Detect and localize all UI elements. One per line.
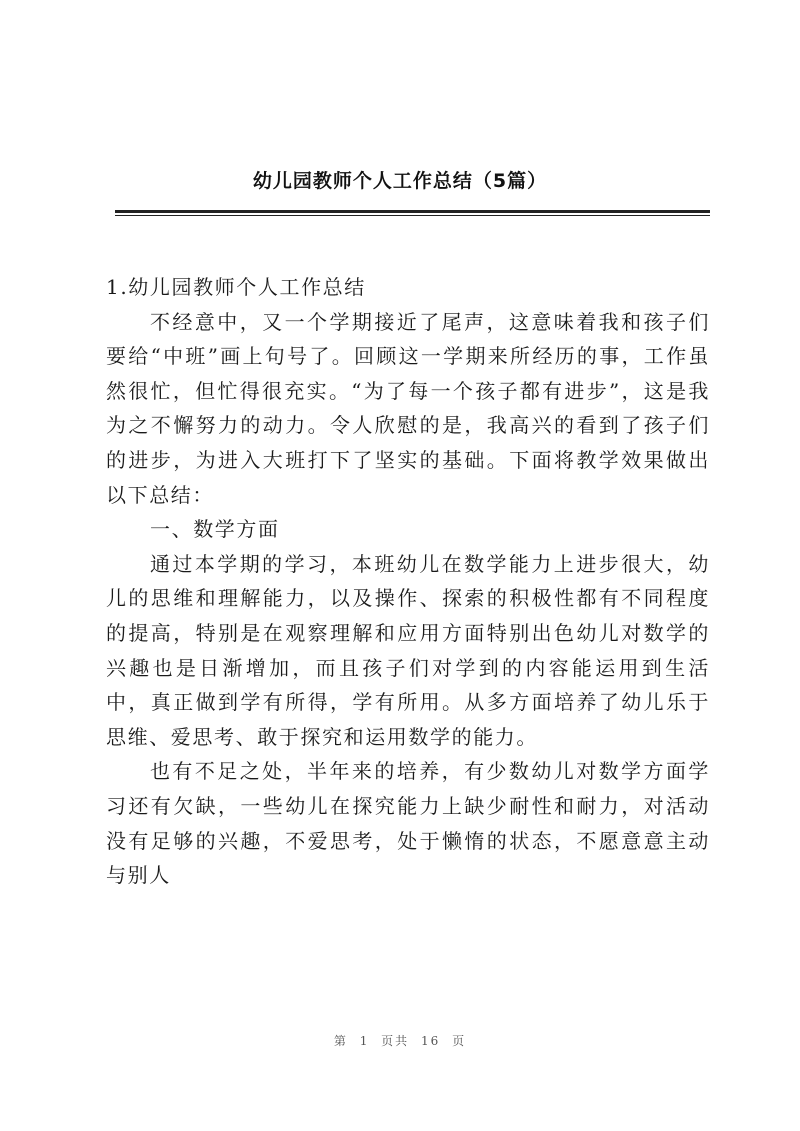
page-footer: 第 1 页共 16 页 [333, 1034, 467, 1048]
section-heading: 1.幼儿园教师个人工作总结 [106, 275, 366, 299]
paragraph-intro: 不经意中，又一个学期接近了尾声，这意味着我和孩子们要给“中班”画上句号了。回顾这一学期来所经历的事，工作虽然很忙，但忙得很充实。“为了每一个孩子都有进步”，这是我为之不懈努力的动力。令人欣慰的是，我高兴的看到了孩子们的进步，为进入大班打下了坚实的基础。下面将教学效果做出以下总结： [106, 309, 710, 507]
document-title: 幼儿园教师个人工作总结（5篇） [252, 170, 548, 192]
title-underline-thin [115, 215, 710, 216]
paragraph-math-shortcomings: 也有不足之处，半年来的培养，有少数幼儿对数学方面学习还有欠缺，一些幼儿在探究能力上缺少耐性和耐力，对活动没有足够的兴趣，不爱思考，处于懒惰的状态，不愿意意主动与别人 [106, 759, 710, 888]
paragraph-math-progress: 通过本学期的学习，本班幼儿在数学能力上进步很大，幼儿的思维和理解能力，以及操作、探索的积极性都有不同程度的提高，特别是在观察理解和应用方面特别出色幼儿对数学的兴趣也是日渐增加，而且孩子们对学到的内容能运用到生活中，真正做到学有所得，学有所用。从多方面培养了幼儿乐于思维、爱思考、敢于探究和运用数学的能力。 [106, 551, 710, 749]
title-underline-thick [115, 210, 710, 213]
document-body [106, 270, 710, 893]
subheading-math: 一、数学方面 [150, 517, 280, 542]
